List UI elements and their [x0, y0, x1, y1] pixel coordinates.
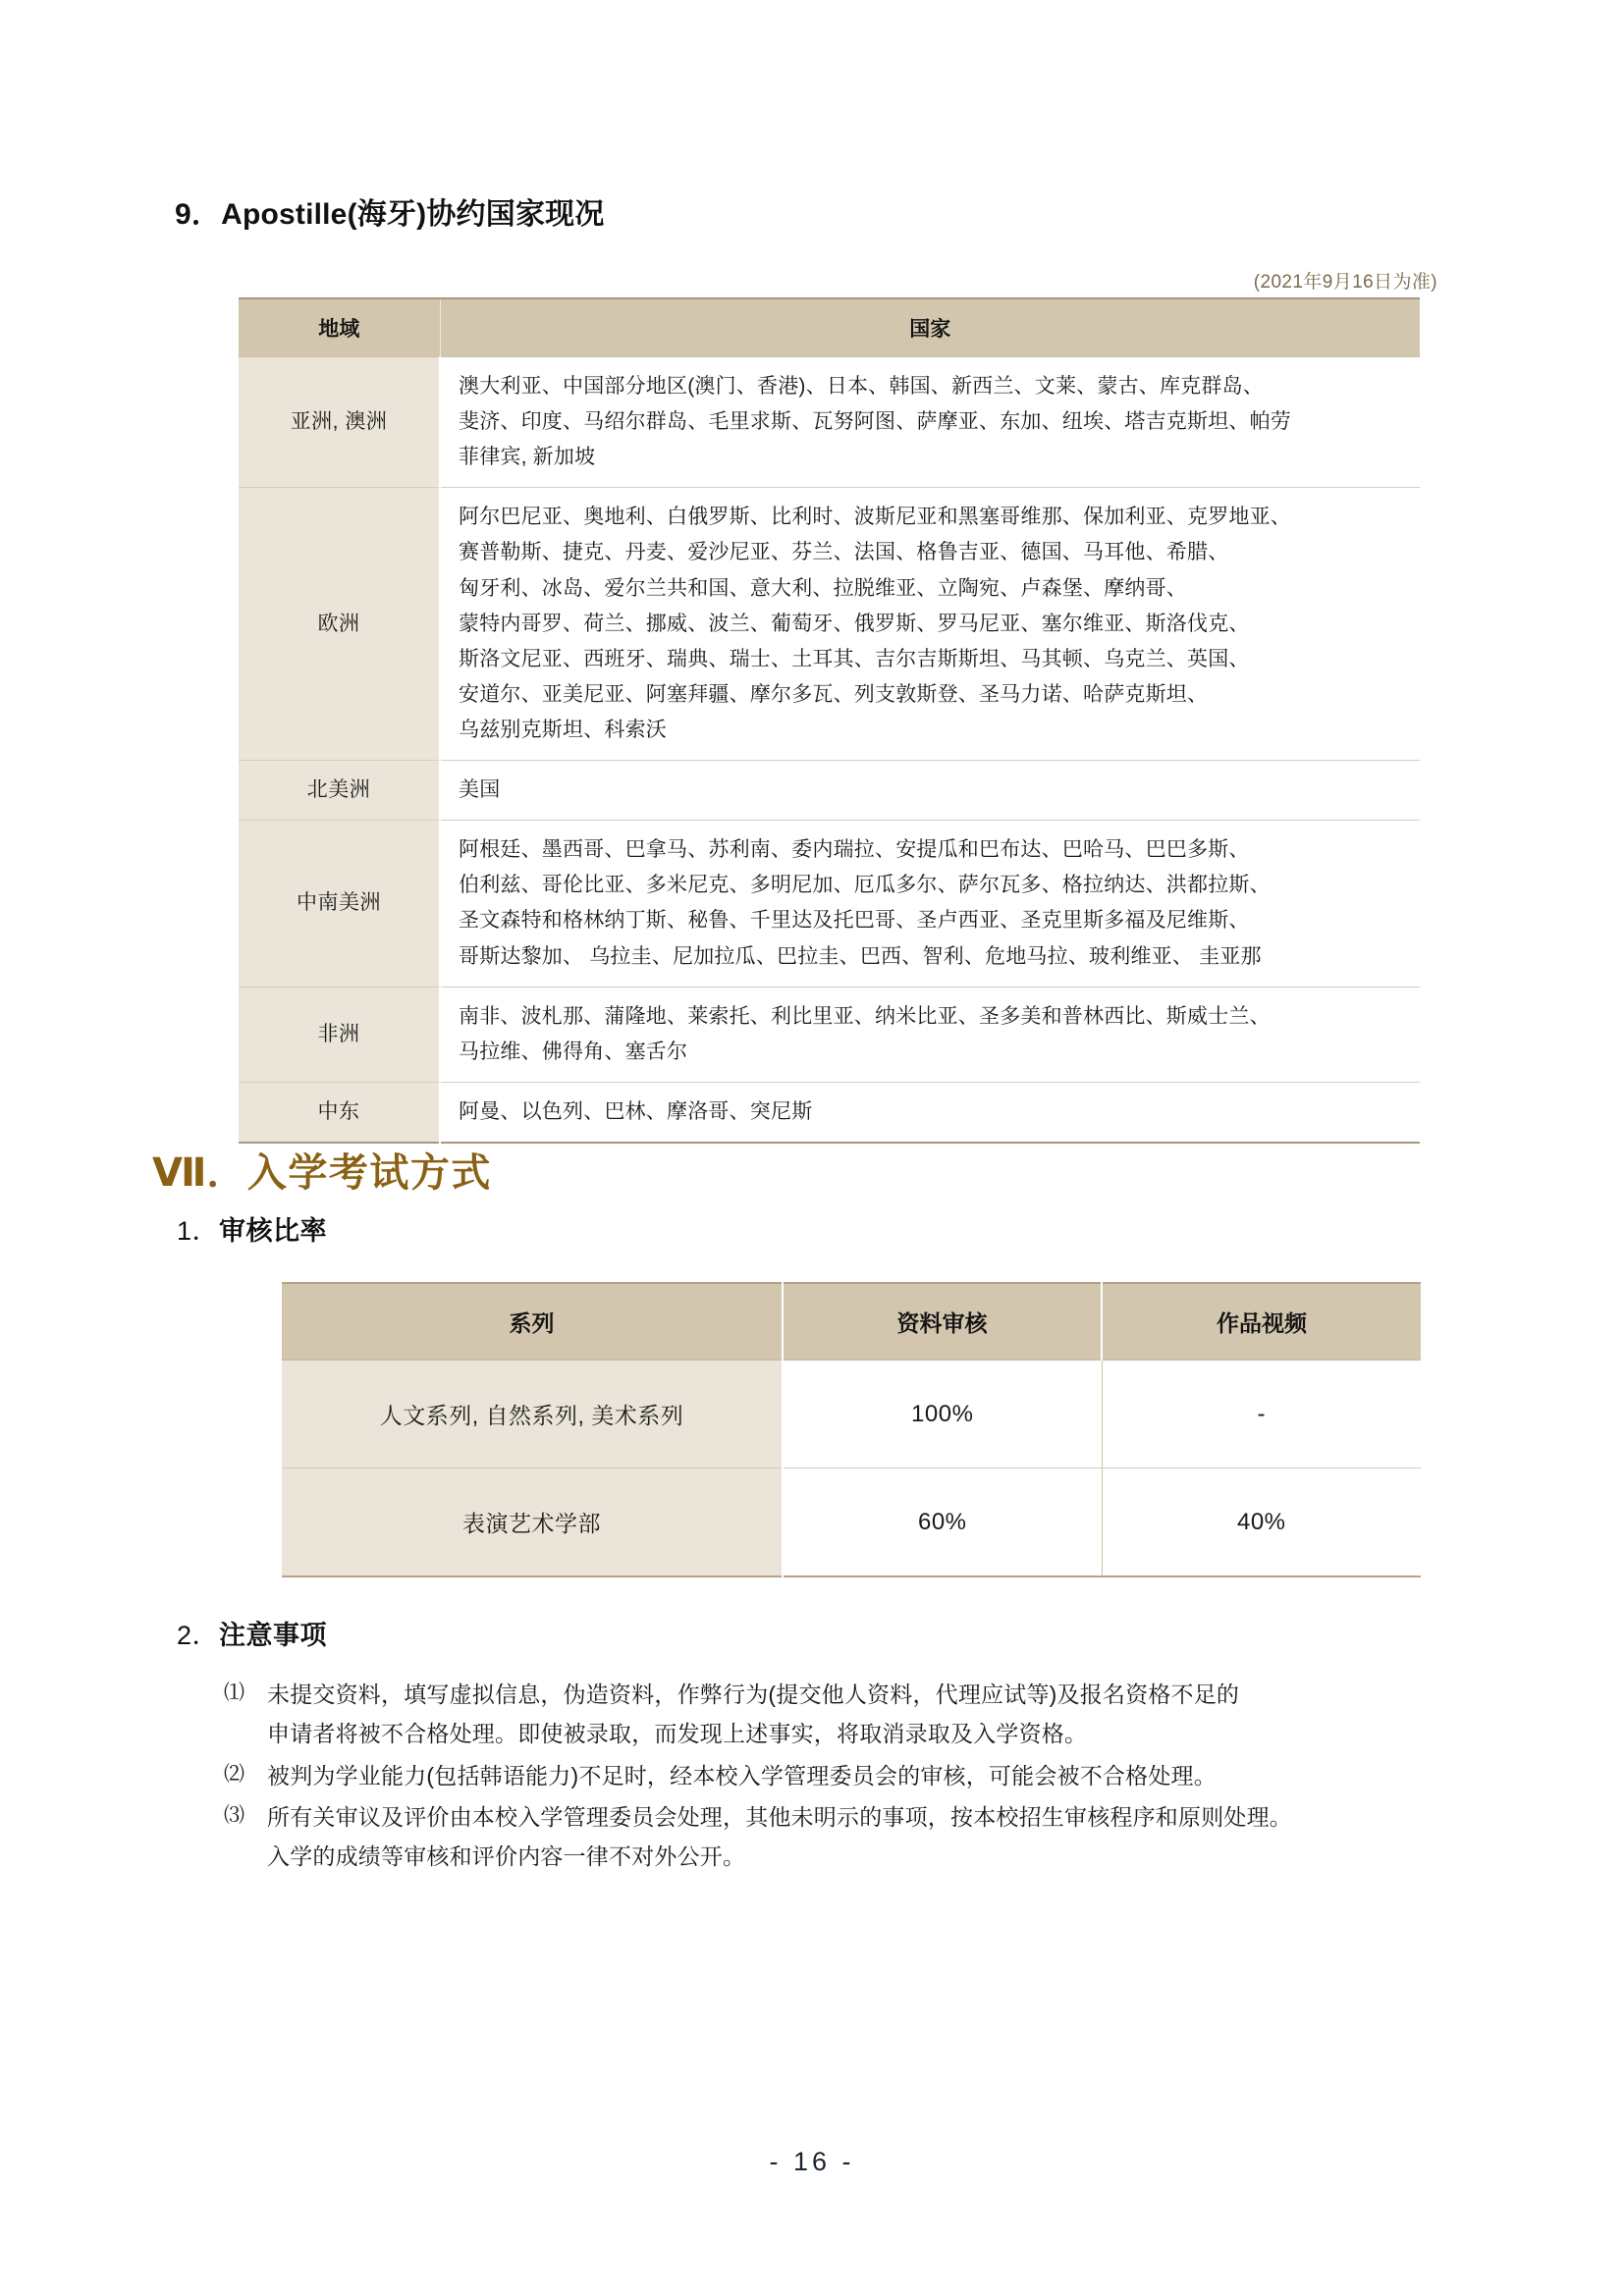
note-line: 入学的成绩等审核和评价内容一律不对外公开。: [267, 1843, 746, 1869]
country-line: 赛普勒斯、捷克、丹麦、爱沙尼亚、芬兰、法国、格鲁吉亚、德国、马耳他、希腊、: [459, 541, 1229, 564]
notes-list: [224, 1675, 1471, 1878]
list-item: [224, 1675, 1471, 1754]
country-line: 匈牙利、冰岛、爱尔兰共和国、意大利、拉脱维亚、立陶宛、卢森堡、摩纳哥、: [459, 576, 1187, 600]
country-line: 阿曼、以色列、巴林、摩洛哥、突尼斯: [459, 1099, 813, 1123]
subsection-2-heading: [177, 1614, 327, 1652]
work-video-cell: -: [1102, 1361, 1421, 1468]
region-cell: 中南美洲: [239, 821, 440, 987]
chapter-roman-numeral: Ⅶ: [152, 1151, 207, 1195]
table-row: [239, 1082, 1420, 1143]
country-cell: [440, 488, 1420, 761]
country-line: 菲律宾, 新加坡: [459, 446, 596, 469]
note-marker: ⑵: [224, 1762, 245, 1786]
country-cell: [440, 761, 1420, 821]
country-line: 阿根廷、墨西哥、巴拿马、苏利南、委内瑞拉、安提瓜和巴布达、巴哈马、巴巴多斯、: [459, 838, 1250, 862]
country-line: 乌兹别克斯坦、科索沃: [459, 718, 667, 741]
column-header-region: 地域: [239, 298, 440, 357]
country-line: 蒙特内哥罗、荷兰、挪威、波兰、葡萄牙、俄罗斯、罗马尼亚、塞尔维亚、斯洛伐克、: [459, 612, 1250, 635]
country-line: 圣文森特和格林纳丁斯、秘鲁、千里达及托巴哥、圣卢西亚、圣克里斯多福及尼维斯、: [459, 909, 1250, 933]
table-row: [239, 488, 1420, 761]
subsection-1-heading: [177, 1209, 327, 1248]
country-cell: [440, 1082, 1420, 1143]
note-body: [267, 1756, 1471, 1795]
chapter-7-heading: [152, 1142, 492, 1198]
page-number: - 16 -: [769, 2147, 855, 2176]
subsection-2-number: 2．: [177, 1621, 220, 1650]
region-cell: 欧洲: [239, 488, 440, 761]
country-cell: [440, 987, 1420, 1082]
table-row: [239, 357, 1420, 488]
subsection-1-number: 1．: [177, 1216, 220, 1246]
country-line: 美国: [459, 778, 501, 802]
country-line: 南非、波札那、蒲隆地、莱索托、利比里亚、纳米比亚、圣多美和普林西比、斯威士兰、: [459, 1004, 1271, 1028]
note-line: 未提交资料，填写虚拟信息，伪造资料，作弊行为(提交他人资料，代理应试等)及报名资格不足的: [267, 1682, 1240, 1707]
list-item: [224, 1797, 1471, 1877]
series-cell: 表演艺术学部: [282, 1468, 783, 1577]
apostille-countries-table: [239, 297, 1420, 1144]
document-review-cell: 60%: [783, 1468, 1102, 1577]
table-header-row: [282, 1283, 1421, 1361]
country-line: 安道尔、亚美尼亚、阿塞拜疆、摩尔多瓦、列支敦斯登、圣马力诺、哈萨克斯坦、: [459, 682, 1209, 706]
subsection-1-title: 审核比率: [219, 1216, 328, 1246]
column-header-country: 国家: [440, 298, 1420, 357]
note-marker: ⑶: [224, 1803, 245, 1827]
table-row: [282, 1361, 1421, 1468]
column-header-work-video: 作品视频: [1102, 1283, 1421, 1361]
series-cell: 人文系列, 自然系列, 美术系列: [282, 1361, 783, 1468]
country-cell: [440, 821, 1420, 987]
column-header-series: 系列: [282, 1283, 783, 1361]
section-9-heading: 9．Apostille(海牙)协约国家现况: [175, 198, 605, 231]
document-review-cell: 100%: [783, 1361, 1102, 1468]
table-row: [239, 761, 1420, 821]
column-header-document-review: 资料审核: [783, 1283, 1102, 1361]
chapter-title: ．入学考试方式: [206, 1151, 492, 1195]
country-line: 澳大利亚、中国部分地区(澳门、香港)、日本、韩国、新西兰、文莱、蒙古、库克群岛、: [459, 375, 1264, 398]
note-line: 被判为学业能力(包括韩语能力)不足时，经本校入学管理委员会的审核，可能会被不合格处理。: [267, 1762, 1217, 1789]
region-cell: 非洲: [239, 987, 440, 1082]
region-cell: 北美洲: [239, 761, 440, 821]
note-body: [267, 1797, 1471, 1877]
work-video-cell: 40%: [1102, 1468, 1421, 1577]
region-cell: 中东: [239, 1082, 440, 1143]
review-ratio-table: [282, 1282, 1421, 1577]
region-cell: 亚洲, 澳洲: [239, 357, 440, 488]
table-header-row: [239, 298, 1420, 357]
country-line: 伯利兹、哥伦比亚、多米尼克、多明尼加、厄瓜多尔、萨尔瓦多、格拉纳达、洪都拉斯、: [459, 874, 1271, 897]
note-marker: ⑴: [224, 1682, 245, 1704]
note-body: [267, 1675, 1471, 1754]
list-item: [224, 1756, 1471, 1795]
note-line: 申请者将被不合格处理。即使被录取，而发现上述事实，将取消录取及入学资格。: [267, 1721, 1088, 1747]
country-line: 阿尔巴尼亚、奥地利、白俄罗斯、比利时、波斯尼亚和黑塞哥维那、保加利亚、克罗地亚、: [459, 506, 1291, 529]
country-line: 马拉维、佛得角、塞舌尔: [459, 1040, 688, 1063]
country-cell: [440, 357, 1420, 488]
note-line: 所有关审议及评价由本校入学管理委员会处理，其他未明示的事项，按本校招生审核程序和原则处理。: [267, 1803, 1292, 1830]
subsection-2-title: 注意事项: [219, 1621, 328, 1650]
table-row: [239, 821, 1420, 987]
table-row: [239, 987, 1420, 1082]
country-line: 斯洛文尼亚、西班牙、瑞典、瑞士、土耳其、吉尔吉斯斯坦、马其顿、乌克兰、英国、: [459, 647, 1250, 670]
country-line: 斐济、印度、马绍尔群岛、毛里求斯、瓦努阿图、萨摩亚、东加、纽埃、塔吉克斯坦、帕劳: [459, 410, 1291, 434]
country-line: 哥斯达黎加、 乌拉圭、尼加拉瓜、巴拉圭、巴西、智利、危地马拉、玻利维亚、 圭亚那: [459, 944, 1262, 968]
as-of-date-note: (2021年9月16日为准): [1253, 272, 1437, 293]
table-row: [282, 1468, 1421, 1577]
